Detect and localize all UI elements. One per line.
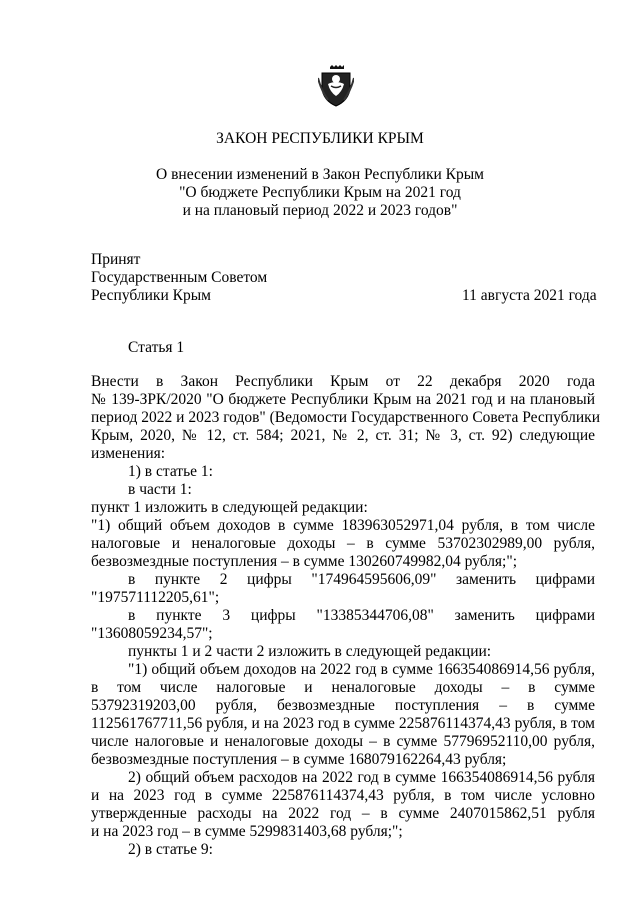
body-line: "1) общий объем доходов в сумме 183963052971,04 рубля, в том числе bbox=[91, 517, 595, 534]
body-line: "197571112205,61"; bbox=[91, 589, 220, 606]
adoption-date: 11 августа 2021 года bbox=[462, 287, 597, 304]
subtitle-line: и на плановый период 2022 и 2023 годов" bbox=[182, 202, 458, 219]
body-line: числе налоговые и неналоговые доходы – в сумме 57796952110,00 рубля, bbox=[91, 733, 595, 750]
body-line: налоговые и неналоговые доходы – в сумме 53702302989,00 рубля, bbox=[91, 535, 595, 552]
coat-of-arms-emblem bbox=[318, 64, 354, 108]
body-line: "1) общий объем доходов на 2022 год в сумме 166354086914,56 рубля, bbox=[128, 661, 595, 678]
body-line: 1) в статье 1: bbox=[128, 463, 213, 480]
body-line: Крым, 2020, № 12, ст. 584; 2021, № 2, ст. 31; № 3, ст. 92) следующие bbox=[91, 427, 595, 444]
body-line: и на 2023 год – в сумме 5299831403,68 рубля;"; bbox=[91, 823, 403, 840]
body-line: № 139-ЗРК/2020 "О бюджете Республики Крым на 2021 год и на плановый bbox=[91, 391, 595, 408]
subtitle-line: "О бюджете Республики Крым на 2021 год bbox=[179, 184, 461, 201]
body-line: в том числе налоговые и неналоговые доходы – в сумме bbox=[91, 679, 595, 696]
adoption-line: Государственным Советом bbox=[91, 269, 268, 286]
body-line: 2) в статье 9: bbox=[128, 841, 213, 858]
body-line: пункт 1 изложить в следующей редакции: bbox=[91, 499, 368, 516]
article-title: Статья 1 bbox=[128, 339, 185, 356]
body-line: 2) общий объем расходов на 2022 год в сумме 166354086914,56 рубля bbox=[128, 769, 595, 786]
body-line: 53792319203,00 рубля, безвозмездные поступления – в сумме bbox=[91, 697, 595, 714]
law-title: ЗАКОН РЕСПУБЛИКИ КРЫМ bbox=[216, 130, 424, 147]
body-line: период 2022 и 2023 годов" (Ведомости Государственного Совета Республики bbox=[91, 409, 600, 426]
body-line: в пункте 3 цифры "13385344706,08" заменить цифрами bbox=[128, 607, 595, 624]
subtitle-line: О внесении изменений в Закон Республики Крым bbox=[156, 166, 484, 183]
body-line: 112561767711,56 рубля, и на 2023 год в сумме 225876114374,43 рубля, в том bbox=[91, 715, 595, 732]
body-line: в части 1: bbox=[128, 481, 192, 498]
body-line: пункты 1 и 2 части 2 изложить в следующей редакции: bbox=[128, 643, 492, 660]
body-line: "13608059234,57"; bbox=[91, 625, 213, 642]
body-line: утвержденные расходы на 2022 год – в сумме 2407015862,51 рубля bbox=[91, 805, 595, 822]
body-line: и на 2023 год в сумме 225876114374,43 рубля, в том числе условно bbox=[91, 787, 595, 804]
adoption-line: Республики Крым bbox=[91, 287, 211, 304]
adoption-line: Принят bbox=[91, 251, 141, 268]
body-line: изменения: bbox=[91, 445, 166, 462]
body-line: в пункте 2 цифры "174964595606,09" заменить цифрами bbox=[128, 571, 595, 588]
body-line: безвозмездные поступления – в сумме 130260749982,04 рубля;"; bbox=[91, 553, 518, 570]
body-line: Внести в Закон Республики Крым от 22 декабря 2020 года bbox=[91, 373, 595, 390]
body-line: безвозмездные поступления – в сумме 168079162264,43 рубля; bbox=[91, 751, 507, 768]
